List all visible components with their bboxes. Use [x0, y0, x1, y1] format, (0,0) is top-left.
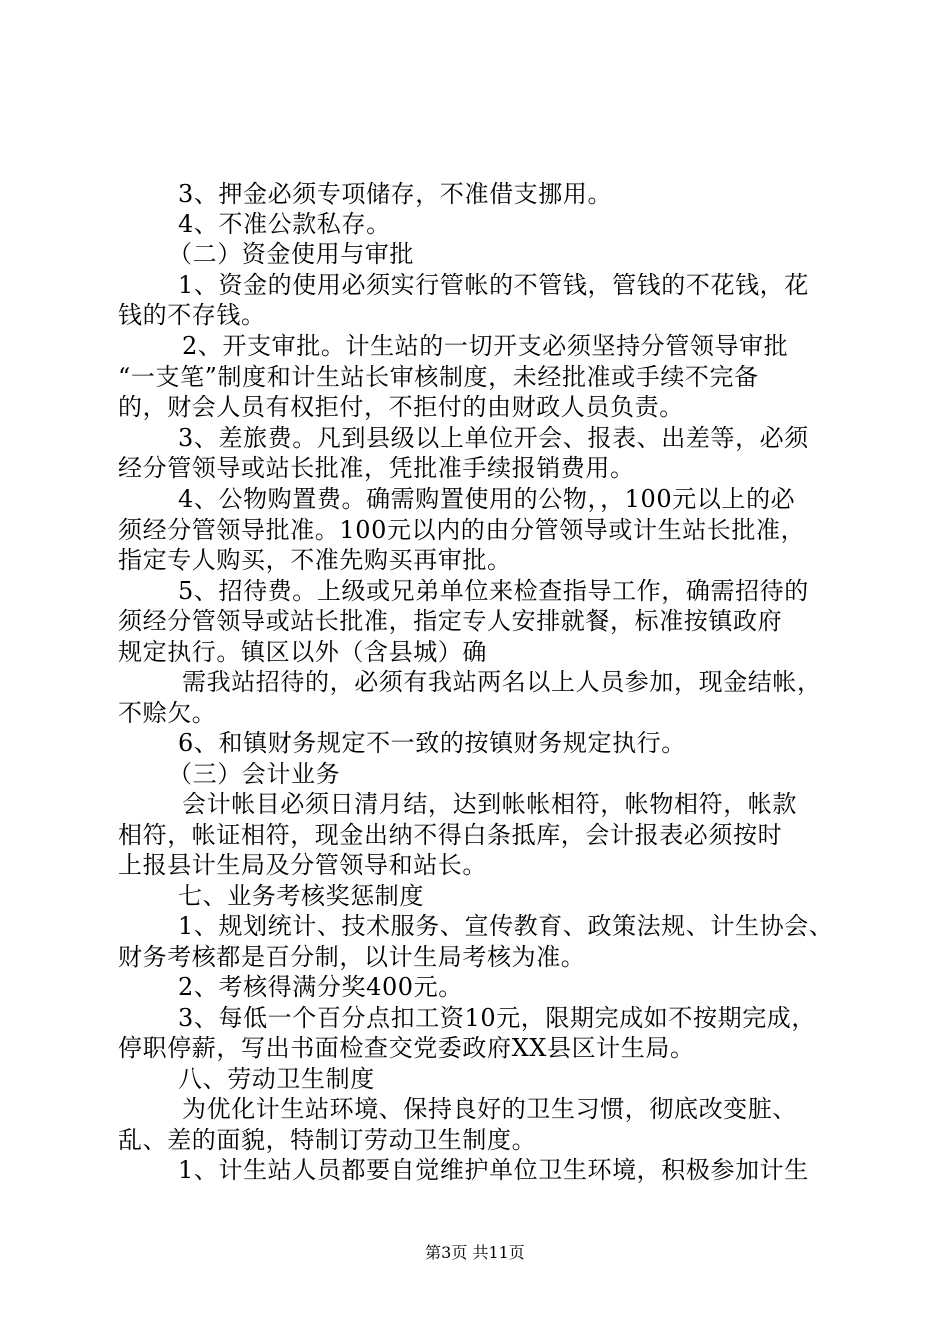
text-line: 须经分管领导或站长批准，指定专人安排就餐，标准按镇政府 — [118, 607, 783, 635]
text-line: 八、劳动卫生制度 — [178, 1065, 375, 1093]
text-line: 指定专人购买，不准先购买再审批。 — [118, 546, 512, 574]
text-line: 2、开支审批。计生站的一切开支必须坚持分管领导审批 — [182, 332, 789, 360]
text-line: 的，财会人员有权拒付，不拒付的由财政人员负责。 — [118, 393, 684, 421]
text-line: 需我站招待的，必须有我站两名以上人员参加，现金结帐， — [182, 668, 822, 696]
text-line: 会计帐目必须日清月结，达到帐帐相符，帐物相符，帐款 — [182, 790, 797, 818]
text-line: “一支笔”制度和计生站长审核制度，未经批准或手续不完备 — [118, 363, 759, 391]
text-line: 财务考核都是百分制，以计生局考核为准。 — [118, 943, 586, 971]
text-line: 2、考核得满分奖400元。 — [178, 973, 463, 1001]
text-line: 上报县计生局及分管领导和站长。 — [118, 851, 487, 879]
text-line: 1、计生站人员都要自觉维护单位卫生环境，积极参加计生 — [178, 1156, 809, 1184]
text-line: 相符，帐证相符，现金出纳不得白条抵库，会计报表必须按时 — [118, 821, 783, 849]
text-line: 为优化计生站环境、保持良好的卫生习惯，彻底改变脏、 — [182, 1095, 797, 1123]
text-line: （三）会计业务 — [168, 760, 341, 788]
text-line: 5、招待费。上级或兄弟单位来检查指导工作，确需招待的 — [178, 577, 809, 605]
text-line: 4、不准公款私存。 — [178, 210, 391, 238]
text-line: 乱、差的面貌，特制订劳动卫生制度。 — [118, 1126, 537, 1154]
text-line: 须经分管领导批准。100元以内的由分管领导或计生站长批准， — [118, 516, 806, 544]
text-line: 6、和镇财务规定不一致的按镇财务规定执行。 — [178, 729, 686, 757]
text-line: 3、差旅费。凡到县级以上单位开会、报表、出差等，必须 — [178, 424, 809, 452]
text-line: 3、每低一个百分点扣工资10元，限期完成如不按期完成， — [178, 1004, 817, 1032]
text-line: 1、资金的使用必须实行管帐的不管钱，管钱的不花钱，花 — [178, 271, 809, 299]
text-line: 1、规划统计、技术服务、宣传教育、政策法规、计生协会、 — [178, 912, 834, 940]
text-line: 规定执行。镇区以外（含县城）确 — [118, 638, 487, 666]
text-line: 七、业务考核奖惩制度 — [178, 882, 424, 910]
text-line: 4、公物购置费。确需购置使用的公物，，100元以上的必 — [178, 485, 796, 513]
text-line: 不赊欠。 — [118, 699, 217, 727]
text-line: （二）资金使用与审批 — [168, 240, 414, 268]
text-line: 停职停薪，写出书面检查交党委政府XX县区计生局。 — [118, 1034, 695, 1062]
text-line: 钱的不存钱。 — [118, 301, 266, 329]
page-number: 第3页 共11页 — [425, 1243, 525, 1262]
text-line: 3、押金必须专项储存，不准借支挪用。 — [178, 180, 613, 208]
text-line: 经分管领导或站长批准，凭批准手续报销费用。 — [118, 454, 635, 482]
